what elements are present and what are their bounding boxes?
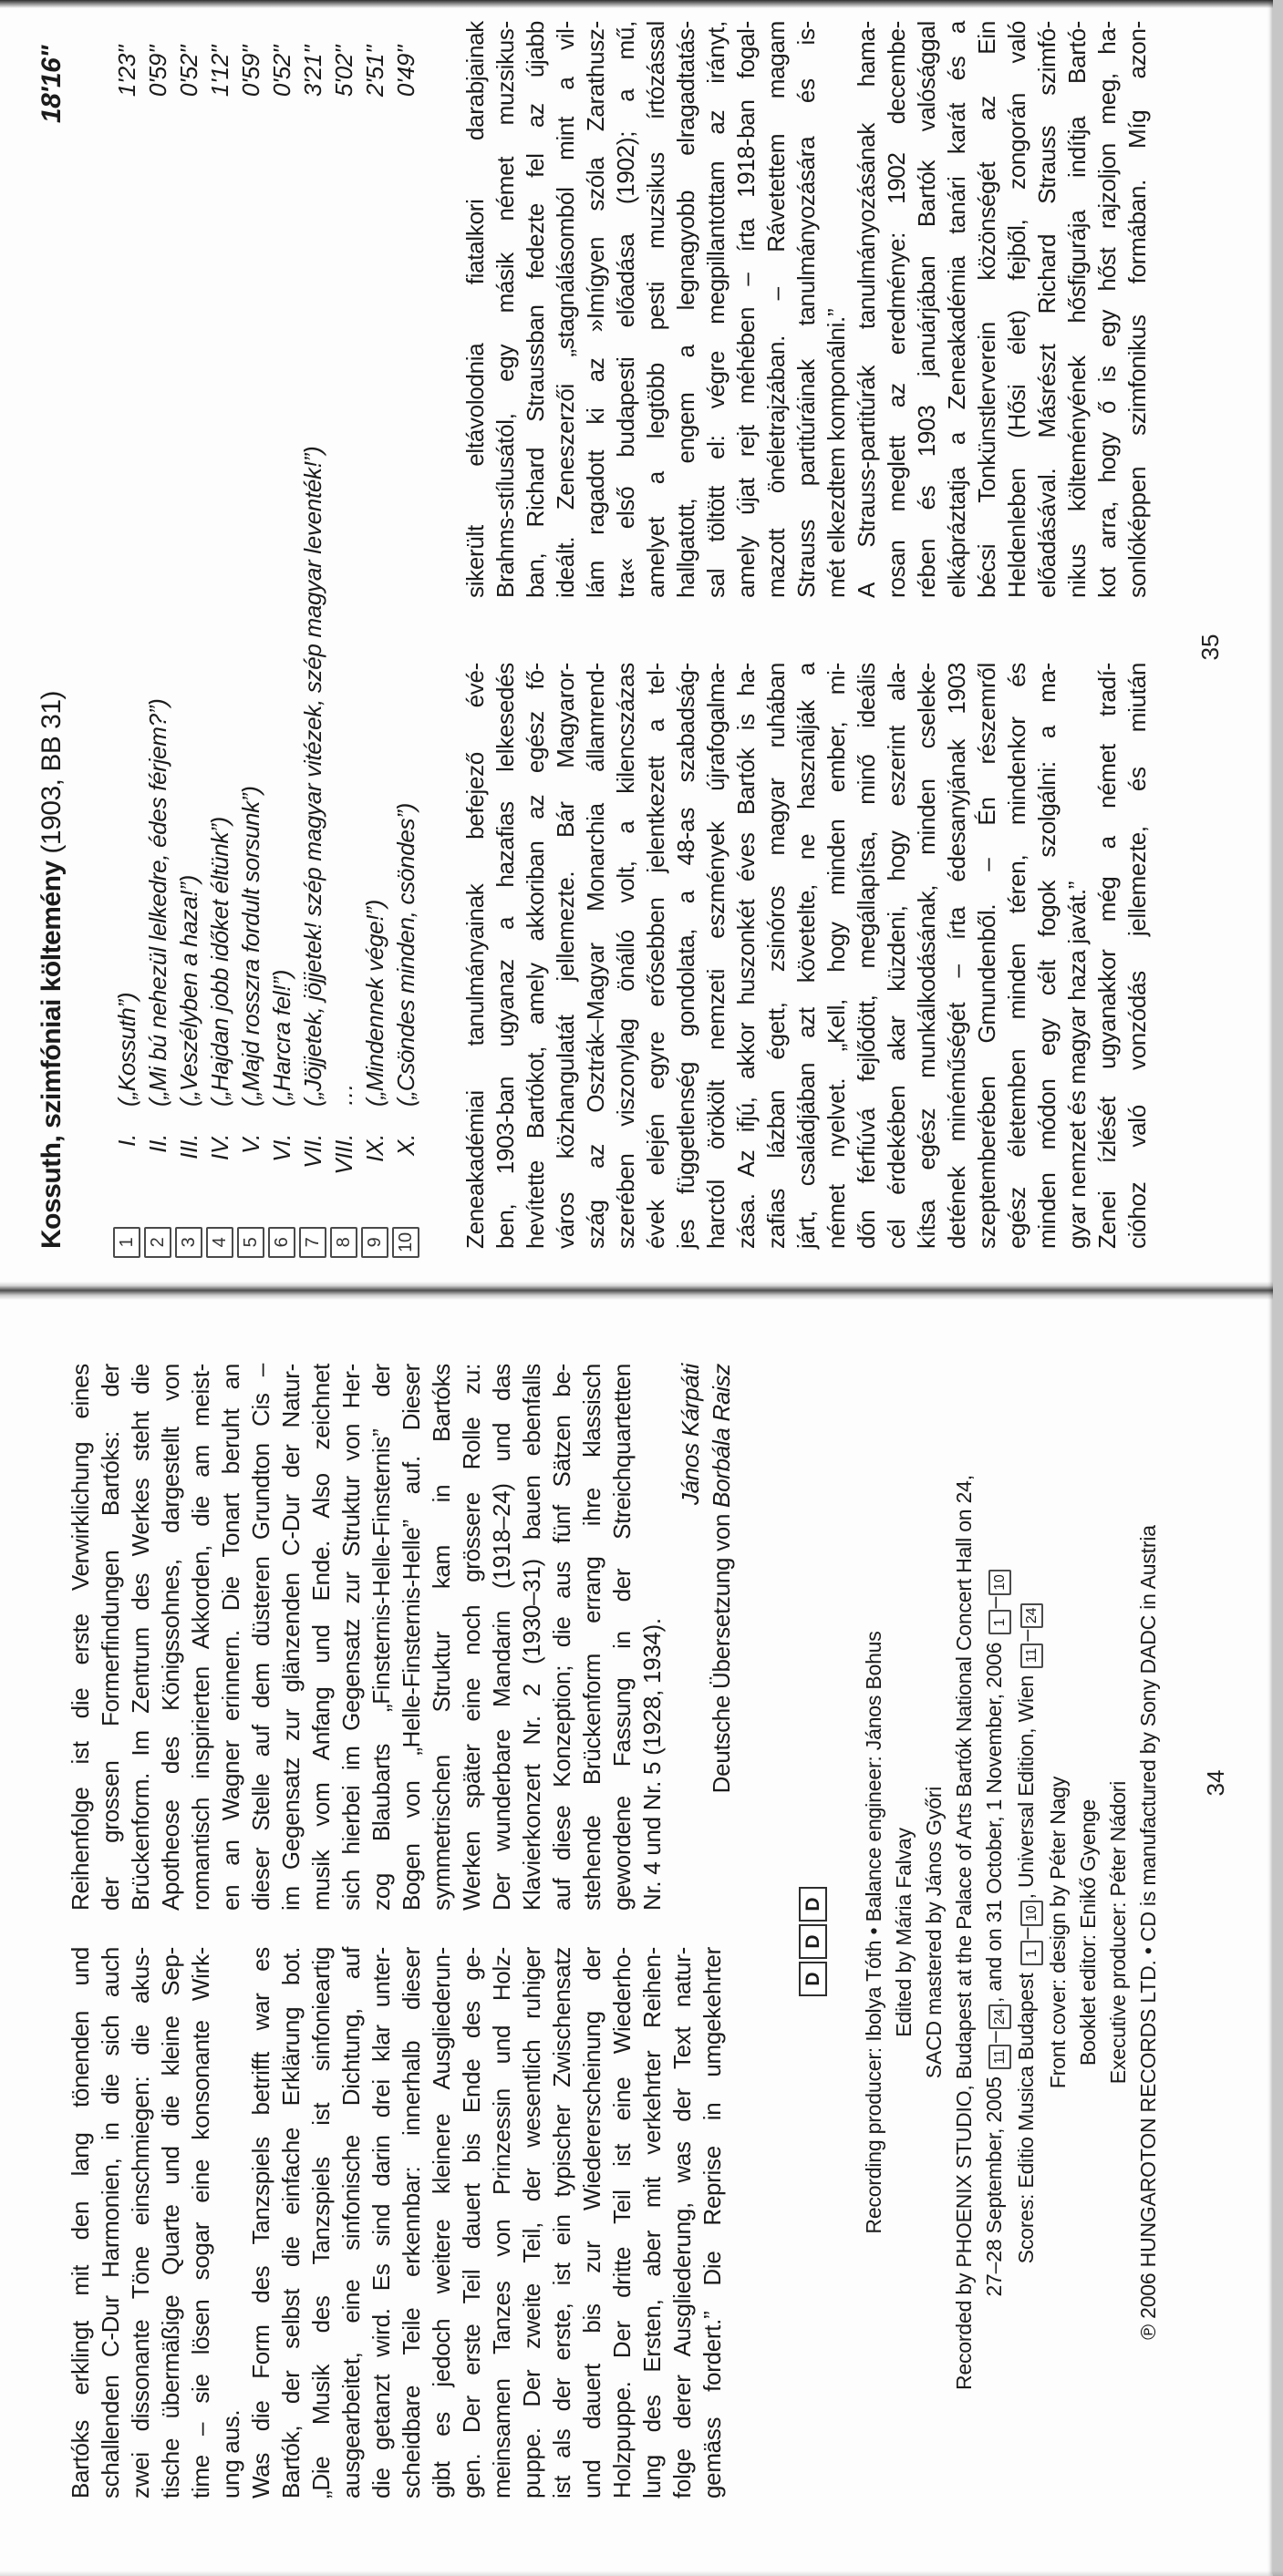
text-line: symmetrischen Struktur kam in Bartóks (428, 1364, 455, 1911)
text-line: hallgatott, engem a legnagyobb elragadtatás- (672, 21, 699, 598)
text-line: lung des Ersten, aber mit verkehrter Reihen- (638, 1947, 666, 2499)
credit-text: SACD mastered by János Győri (922, 1786, 946, 2079)
track-row (173, 46, 204, 1258)
text-line: sich hierbei im Gegensatz zur Struktur von Her- (337, 1364, 365, 1911)
page-34 (0, 1288, 1283, 2576)
credit-text: 27–28 September, 2005 (982, 2071, 1006, 2297)
text-line: musik vom Anfang und Ende. Also zeichnet (307, 1364, 335, 1911)
credit-line (1073, 1340, 1103, 2525)
text-line: gewordene Fassung in der Streichquartetten (608, 1364, 636, 1911)
text-line: puppe. Der zweite Teil, der wesentlich ruhiger (518, 1947, 545, 2499)
track-number-badge: 3 (175, 1227, 202, 1258)
credit-text: – (1014, 1927, 1038, 1940)
translator-prefix: Deutsche Übersetzung von (708, 1507, 735, 1794)
page-number-34: 34 (1202, 1769, 1229, 1797)
track-duration: 0'52" (267, 46, 295, 98)
translator-credit (706, 1364, 737, 2002)
track-row (235, 46, 266, 1258)
track-number-badge: 7 (299, 1227, 326, 1258)
track-row (297, 46, 328, 1258)
text-line: ung aus. (217, 2409, 244, 2499)
track-roman-numeral: IX. (360, 1134, 388, 1162)
text-line: tra« első budapesti előadása (1902); a mű, (612, 21, 639, 598)
track-title: („Harcra fel!”) (267, 969, 295, 1107)
text-line: tische übermäßige Quarte und die kleine Sep- (157, 1947, 184, 2499)
text-line: auf diese Konzeption; die aus fünf Sätzen be- (548, 1364, 575, 1911)
german-column-1 (66, 1947, 728, 2499)
track-duration: 0'52" (174, 46, 202, 98)
text-line: gibt es jedoch weitere kleinere Ausgliederun- (428, 1947, 455, 2499)
work-header (36, 46, 67, 1249)
text-line: dőn férfiúvá fejlődött, megállapítsa, minő ideális (853, 663, 880, 1249)
track-duration: 1'23" (112, 46, 140, 98)
credit-text: – (982, 1596, 1006, 1609)
track-duration: 0'59" (236, 46, 264, 98)
work-title (36, 691, 67, 1249)
track-roman-numeral: I. (112, 1134, 140, 1147)
author-signature (675, 1364, 737, 2002)
translator-name: Borbála Raisz (708, 1364, 735, 1508)
text-line: szág az Osztrák–Magyar Monarchia államrend- (582, 663, 609, 1249)
text-line: Holzpuppe. Der dritte Teil ist eine Wiederho- (608, 1947, 636, 2499)
text-line: Was die Form des Tanzspiels betrifft war es (247, 1947, 274, 2499)
credit-text: ℗ 2006 HUNGAROTON RECORDS LTD. • CD is manufactured by Sony DADC in Austria (1136, 1525, 1160, 2340)
text-line: hevítette Bartókot, amely akkoriban az egész fő- (522, 663, 549, 1249)
text-line: kot arra, hogy ő is egy hőst rajzoljon meg, ha- (1093, 21, 1121, 598)
credit-text: – (982, 2031, 1006, 2044)
text-line: und dauert bis zur Wiedererscheinung der (578, 1947, 605, 2499)
text-line: gen. Der erste Teil dauert bis Ende des ge- (458, 1947, 485, 2499)
track-title: („Veszélyben a haza!”) (174, 875, 202, 1107)
text-line: ausgearbeitet, eine sinfonische Dichtung, auf (337, 1947, 365, 2499)
text-line: ist als der erste, ist ein typischer Zwischensatz (548, 1947, 575, 2499)
text-line: Der wunderbare Mandarin (1918–24) und das (488, 1364, 515, 1911)
text-line: jes függetlenség gondolata, a 48-as szabadság- (672, 663, 699, 1249)
text-line: minden módon egy célt fogok szolgálni: a ma- (1033, 663, 1061, 1249)
text-line: Bartóks erklingt mit den lang tönenden und (67, 1947, 94, 2499)
track-number-badge: 4 (206, 1227, 233, 1258)
text-line: detének minéműségét – írta édesanyjának 1903 (943, 663, 970, 1249)
text-line: sonlóképpen szimfonikus formában. Míg azon- (1123, 21, 1151, 598)
text-line: amely újat rejt méhében – írta 1918-ban fogal- (732, 21, 760, 598)
track-range-badge: 24 (988, 2004, 1011, 2029)
credit-line (949, 1340, 979, 2525)
scan-edge-bottom (1273, 0, 1283, 2576)
credit-text: Recording producer: Ibolya Tóth • Balance engineer: János Bohus (862, 1631, 885, 2234)
track-title: („Kossuth”) (112, 992, 140, 1107)
scan-edge-right (0, 0, 1283, 8)
text-line: Bartók, der selbst die einfache Erklärung bot. (277, 1947, 305, 2499)
text-line: die getanzt wird. Es sind darin drei klar unter- (367, 1947, 395, 2499)
credit-line (1133, 1340, 1164, 2525)
credit-text: Executive producer: Péter Nádori (1106, 1780, 1130, 2085)
track-title: („Jöjjetek, jöjjetek! szép magyar vitézek, szép magyar leventék!”) (298, 446, 326, 1107)
track-number-badge: 10 (392, 1227, 419, 1258)
track-duration: 3'21" (298, 46, 326, 98)
track-title: („Mi bú nehezül lelkedre, édes férjem?”) (143, 698, 171, 1107)
text-line: zása. Az ifjú, akkor huszonkét éves Bartók is ha- (732, 663, 760, 1249)
text-line: meinsamen Tanzes von Prinzessin und Holz- (488, 1947, 515, 2499)
text-line: mazott önéletrajzában. – Rávetettem magam (762, 21, 790, 598)
track-roman-numeral: V. (236, 1134, 264, 1155)
credit-line (1011, 1340, 1043, 2525)
text-line: Nr. 4 und Nr. 5 (1928, 1934). (638, 1618, 666, 1911)
track-number-badge: 8 (330, 1227, 357, 1258)
track-roman-numeral: VI. (267, 1134, 295, 1162)
text-line: szerében viszonylag önálló volt, a kilencszázas (612, 663, 639, 1249)
track-roman-numeral: IV. (205, 1134, 233, 1160)
credit-text: , Universal Edition, Wien (1014, 1669, 1038, 1900)
track-range-badge: 11 (1020, 1643, 1043, 1668)
credit-line (889, 1340, 919, 2525)
text-line: szeptemberében Gmundenből. – Én részemről (973, 663, 1000, 1249)
author-name: János Kárpáti (677, 1364, 704, 1506)
text-line: zwei dissonante Töne einschmiegen: die akus- (127, 1947, 154, 2499)
text-line: Strauss partitúráinak tanulmányozására és is- (792, 21, 820, 598)
credit-text: Edited by Mária Falvay (892, 1828, 916, 2037)
track-row (328, 46, 359, 1258)
text-line: kítsa egész munkálkodásának, minden cseleke- (913, 663, 940, 1249)
track-row (390, 46, 421, 1258)
track-title: („Csöndes minden, csöndes”) (391, 803, 419, 1107)
text-line: Reihenfolge ist die erste Verwirklichung eines (67, 1364, 94, 1911)
hungarian-column-2 (460, 21, 1153, 598)
text-line: zafias lázban égett, zsinóros magyar ruhában (762, 663, 790, 1249)
track-title: („Majd rosszra fordult sorsunk”) (236, 786, 264, 1107)
text-line: stehende Brückenform errang ihre klassisch (578, 1364, 605, 1911)
work-title-main: Kossuth, szimfóniai költemény (36, 860, 67, 1249)
text-line: romantisch inspirierten Akkorden, die am meist- (187, 1364, 214, 1911)
track-number-badge: 6 (268, 1227, 295, 1258)
track-title: („Mindennek vége!”) (360, 900, 388, 1107)
ddd-letter-box: D (799, 1887, 827, 1922)
track-number-badge: 9 (361, 1227, 388, 1258)
credit-text: Front cover: design by Péter Nagy (1046, 1776, 1070, 2089)
text-line: város közhangulatát jellemezte. Bár Magyaror- (552, 663, 579, 1249)
text-line: rében és 1903 januárjában Bartók valósággal (913, 21, 940, 598)
german-column-2 (66, 1364, 667, 1911)
track-roman-numeral: VIII. (329, 1134, 357, 1175)
text-line: „Die Musik des Tanzspiels ist sinfonieartig (307, 1947, 335, 2499)
credit-text: – (1014, 1630, 1038, 1642)
track-roman-numeral: III. (174, 1134, 202, 1159)
credit-text: Booklet editor: Enikő Gyenge (1076, 1798, 1100, 2066)
text-line: amelyet a legtöbb pesti muzsikus írtózással (642, 21, 669, 598)
track-roman-numeral: II. (143, 1134, 171, 1153)
text-line: der grossen Formerfindungen Bartóks: der (97, 1364, 124, 1911)
credits-block (859, 1340, 1164, 2525)
text-line: harctól örökölt nemzeti eszmények újrafogalma- (702, 663, 729, 1249)
track-roman-numeral: X. (391, 1134, 419, 1156)
track-range-badge: 24 (1020, 1603, 1043, 1628)
text-line: cél érdekében akar küzdeni, hogy eszerint ala- (883, 663, 910, 1249)
text-line: Heldenleben (Hősi élet) fejből, zongorán való (1003, 21, 1030, 598)
track-row (359, 46, 390, 1258)
track-roman-numeral: VII. (298, 1134, 326, 1169)
text-line: ban, Richard Straussban fedezte fel az újabb (522, 21, 549, 598)
track-number-badge: 2 (144, 1227, 171, 1258)
text-line: Klavierkonzert Nr. 2 (1930–31) bauen ebenfalls (518, 1364, 545, 1911)
text-line: elkápráztatja a Zeneakadémia tanári karát és a (943, 21, 970, 598)
text-line: cióhoz való vonzódás jellemezte, és miután (1123, 663, 1151, 1249)
track-row (111, 46, 142, 1258)
track-duration: 1'12" (205, 46, 233, 98)
text-line: zog Blaubarts „Finsternis-Helle-Finsternis” der (367, 1364, 395, 1911)
scan-edge-left (0, 2571, 1283, 2576)
track-duration: 0'59" (143, 46, 171, 98)
ddd-letter-box: D (799, 1924, 827, 1959)
text-line: Zeneakadémiai tanulmányainak befejező évé- (461, 663, 489, 1249)
page-number-35: 35 (1196, 634, 1224, 661)
credit-text: , and on 31 October, 1 November, 2006 (982, 1636, 1006, 2004)
track-title: („Hajdan jobb időket éltünk”) (205, 817, 233, 1107)
text-line: Brückenform. Im Zentrum des Werkes steht die (127, 1364, 154, 1911)
text-line: Zenei ízlését ugyanakkor még a német tradí- (1093, 663, 1121, 1249)
credit-line (859, 1340, 889, 2525)
text-line: előadásával. Másrészt Richard Strauss szimfó- (1033, 21, 1061, 598)
text-line: gyar nemzet és magyar haza javát.” (1063, 881, 1091, 1249)
track-row (266, 46, 297, 1258)
text-line: gemäss fordert.” Die Reprise in umgekehrter (698, 1947, 726, 2499)
credit-line (979, 1340, 1011, 2525)
total-duration: 18'16" (36, 46, 67, 124)
ddd-letter-box: D (799, 1962, 827, 1996)
text-line: mét elkezdtem komponálni.” (823, 308, 850, 598)
credit-line (919, 1340, 949, 2525)
text-line: ideált. Zeneszerzői „stagnálásomból mint a vil- (552, 21, 579, 598)
text-line: sal töltött el: végre megpillantottam az irányt, (702, 21, 729, 598)
text-line: Werken später eine noch grössere Rolle zu: (458, 1364, 485, 1911)
work-title-detail: (1903, BB 31) (36, 690, 67, 861)
text-line: német nyelvet. „Kell, hogy minden ember, mi- (823, 663, 850, 1249)
credit-text: Recorded by PHOENIX STUDIO, Budapest at the Palace of Arts Bartók National Concert Hall on 24, (952, 1475, 976, 2390)
text-line: nikus költeményének hősfigurája indítja Bartó- (1063, 21, 1091, 598)
text-line: schallenden C-Dur Harmonien, in die sich auch (97, 1947, 124, 2499)
text-line: Brahms-stílusától, egy másik német muzsikus- (491, 21, 519, 598)
text-line: ben, 1903-ban ugyanaz a hazafias lelkesedés (491, 663, 519, 1249)
text-line: scheidbare Teile erkennbar: innerhalb dieser (398, 1947, 425, 2499)
track-range-badge: 11 (988, 2045, 1011, 2069)
text-line: évek elején egyre erősebben jelentkezett a tel- (642, 663, 669, 1249)
text-line: járt, családjában azt követelte, ne használják a (792, 663, 820, 1249)
text-line: bécsi Tonkünstlerverein közönségét az Ein (973, 21, 1000, 598)
credit-line (1103, 1340, 1133, 2525)
text-line: Bogen von „Helle-Finsternis-Helle” auf. Dieser (398, 1364, 425, 1911)
text-line: dieser Stelle auf dem düsteren Grundton Cis – (247, 1364, 274, 1911)
track-duration: 5'02" (329, 46, 357, 98)
track-duration: 2'51" (360, 46, 388, 98)
text-line: A Strauss-partitúrák tanulmányozásának hama- (853, 21, 880, 598)
text-line: lám ragadott ki az »Imígyen szóla Zarathusz- (582, 21, 609, 598)
text-line: folge derer Ausgliederung, was der Text natur- (668, 1947, 696, 2499)
track-title: … (329, 1083, 357, 1107)
text-line: time – sie lösen sogar eine konsonante Wirk- (187, 1947, 214, 2499)
track-range-badge: 10 (988, 1570, 1011, 1594)
hungarian-column-1 (460, 663, 1153, 1249)
track-range-badge: 1 (1020, 1941, 1043, 1965)
text-line: rosan meglett az eredménye: 1902 decembe- (883, 21, 910, 598)
track-range-badge: 10 (1020, 1901, 1043, 1925)
text-line: en an Wagner erinnern. Die Tonart beruht an (217, 1364, 244, 1911)
track-row (204, 46, 235, 1258)
track-list (111, 46, 421, 1258)
track-range-badge: 1 (988, 1610, 1011, 1634)
track-number-badge: 5 (237, 1227, 264, 1258)
text-line: egész életemben minden téren, mindenkor és (1003, 663, 1030, 1249)
track-row (142, 46, 173, 1258)
page-gutter-shadow (0, 1282, 1283, 1300)
text-line: im Gegensatz zur glänzenden C-Dur der Natur- (277, 1364, 305, 1911)
credit-text: Scores: Editio Musica Budapest (1014, 1967, 1038, 2264)
credit-line (1043, 1340, 1073, 2525)
ddd-logo (799, 1887, 827, 1996)
track-duration: 0'49" (391, 46, 419, 98)
text-line: sikerült eltávolodnia fiatalkori darabjainak (461, 21, 489, 598)
text-line: Apotheose des Königssohnes, dargestellt von (157, 1364, 184, 1911)
track-number-badge: 1 (113, 1227, 140, 1258)
